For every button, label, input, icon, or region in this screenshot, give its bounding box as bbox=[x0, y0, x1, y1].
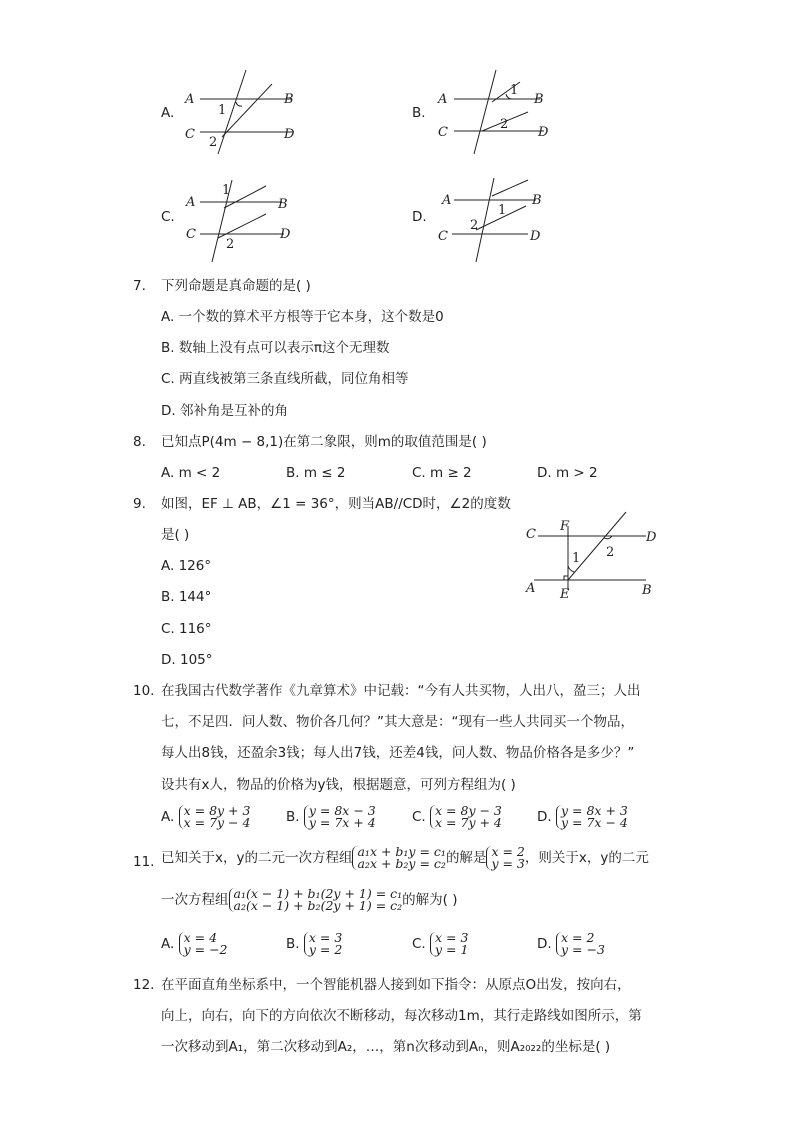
angle-2-label: 2 bbox=[606, 545, 615, 560]
q10-option-c: C. x = 8y − 3 x = 7y + 4 bbox=[412, 803, 502, 830]
q8-number: 8. bbox=[133, 434, 146, 450]
label-d: D bbox=[538, 125, 549, 140]
label-c: C bbox=[438, 125, 448, 140]
label-d: D bbox=[530, 229, 541, 244]
q6-figure-d bbox=[432, 168, 562, 268]
q6-option-a-label: A. bbox=[161, 105, 175, 121]
label-e: E bbox=[560, 587, 570, 602]
label-d: D bbox=[284, 127, 295, 142]
label-c: C bbox=[526, 527, 536, 542]
angle-2-label: 2 bbox=[470, 218, 479, 233]
q6-figure-a bbox=[180, 62, 310, 162]
q11-option-d: D. x = 2 y = −3 bbox=[537, 930, 605, 957]
angle-1-label: 1 bbox=[222, 183, 231, 198]
label-b: B bbox=[532, 193, 542, 208]
q10-line2: 七，不足四．问人数、物价各几何？”其大意是：“现有一些人共同买一个物品， bbox=[161, 714, 634, 730]
q6-option-b-label: B. bbox=[412, 105, 426, 121]
label-b: B bbox=[534, 92, 544, 107]
q8-option-b: B. m ≤ 2 bbox=[286, 465, 346, 481]
q7-option-b: B. 数轴上没有点可以表示π这个无理数 bbox=[161, 340, 390, 356]
q6-option-c-label: C. bbox=[161, 209, 175, 225]
angle-2-label: 2 bbox=[500, 117, 509, 132]
q10-line4: 设共有x人，物品的价格为y钱，根据题意，可列方程组为( ) bbox=[161, 777, 516, 793]
label-a: A bbox=[186, 195, 196, 210]
q9-option-c: C. 116° bbox=[161, 621, 212, 637]
q11-number: 11. bbox=[133, 854, 155, 870]
angle-2-label: 2 bbox=[209, 135, 218, 150]
label-d: D bbox=[646, 530, 657, 545]
q7-option-a: A. 一个数的算术平方根等于它本身，这个数是0 bbox=[161, 309, 444, 325]
q12-line2: 向上，向右，向下的方向依次不断移动，每次移动1m，其行走路线如图所示，第 bbox=[161, 1008, 642, 1024]
q11-option-c: C. x = 3 y = 1 bbox=[412, 930, 469, 957]
label-c: C bbox=[438, 229, 448, 244]
q6-figure-b bbox=[432, 62, 562, 162]
label-f: F bbox=[560, 519, 570, 534]
label-b: B bbox=[642, 583, 652, 598]
q7-option-d: D. 邻补角是互补的角 bbox=[161, 403, 288, 419]
label-a: A bbox=[526, 581, 536, 596]
q10-option-a: A. x = 8y + 3 x = 7y − 4 bbox=[161, 803, 251, 830]
q11-option-a: A. x = 4 y = −2 bbox=[161, 930, 228, 957]
q10-number: 10. bbox=[133, 683, 155, 699]
q8-option-c: C. m ≥ 2 bbox=[412, 465, 472, 481]
q8-option-a: A. m < 2 bbox=[161, 465, 221, 481]
angle-2-label: 2 bbox=[226, 237, 235, 252]
q6-option-d-label: D. bbox=[412, 209, 427, 225]
angle-1-label: 1 bbox=[510, 83, 519, 98]
q11-line1: 已知关于x，y的二元一次方程组 a₁x + b₁y = c₁ a₂x + b₂y = c₂的解是 x = 2 y = 3，则关于x，y的二元 bbox=[161, 844, 649, 871]
q10-option-d: D. y = 8x + 3 y = 7x − 4 bbox=[537, 803, 628, 830]
q8-option-d: D. m > 2 bbox=[537, 465, 598, 481]
q9-option-d: D. 105° bbox=[161, 652, 213, 668]
q7-option-c: C. 两直线被第三条直线所截，同位角相等 bbox=[161, 371, 409, 387]
q9-stem-line1: 如图，EF ⊥ AB，∠1 = 36°，则当AB//CD时，∠2的度数 bbox=[161, 496, 511, 512]
label-a: A bbox=[185, 92, 195, 107]
q9-option-b: B. 144° bbox=[161, 589, 212, 605]
q11-option-b: B. x = 3 y = 2 bbox=[286, 930, 343, 957]
q6-figure-c bbox=[180, 168, 310, 268]
angle-1-label: 1 bbox=[572, 551, 581, 566]
q9-option-a: A. 126° bbox=[161, 558, 212, 574]
q12-line1: 在平面直角坐标系中，一个智能机器人接到如下指令：从原点O出发，按向右， bbox=[161, 977, 631, 993]
q10-line1: 在我国古代数学著作《九章算术》中记载：“今有人共买物，人出八，盈三；人出 bbox=[161, 683, 641, 699]
label-b: B bbox=[284, 92, 294, 107]
q10-line3: 每人出8钱，还盈余3钱；每人出7钱，还差4钱，问人数、物品价格各是多少？” bbox=[161, 745, 635, 761]
q12-line3: 一次移动到A₁，第二次移动到A₂，…，第n次移动到Aₙ，则A₂₀₂₂的坐标是( ) bbox=[161, 1039, 611, 1055]
label-d: D bbox=[280, 227, 291, 242]
label-a: A bbox=[438, 92, 448, 107]
q7-stem: 下列命题是真命题的是( ) bbox=[161, 278, 311, 294]
q8-stem: 已知点P(4m − 8,1)在第二象限，则m的取值范围是( ) bbox=[161, 434, 487, 450]
angle-1-label: 1 bbox=[498, 203, 507, 218]
q10-option-b: B. y = 8x − 3 y = 7x + 4 bbox=[286, 803, 376, 830]
q7-number: 7. bbox=[133, 278, 146, 294]
label-a: A bbox=[442, 193, 452, 208]
q12-number: 12. bbox=[133, 977, 155, 993]
q9-stem-line2: 是( ) bbox=[161, 527, 190, 543]
label-c: C bbox=[186, 227, 196, 242]
q9-number: 9. bbox=[133, 496, 146, 512]
angle-1-label: 1 bbox=[218, 103, 227, 118]
q11-line2: 一次方程组 a₁(x − 1) + b₁(2y + 1) = c₁ a₂(x − 1) + b₂(2y + 1) = c₂的解为( ) bbox=[161, 886, 458, 913]
label-b: B bbox=[278, 197, 288, 212]
label-c: C bbox=[185, 127, 195, 142]
q9-figure bbox=[520, 510, 670, 602]
